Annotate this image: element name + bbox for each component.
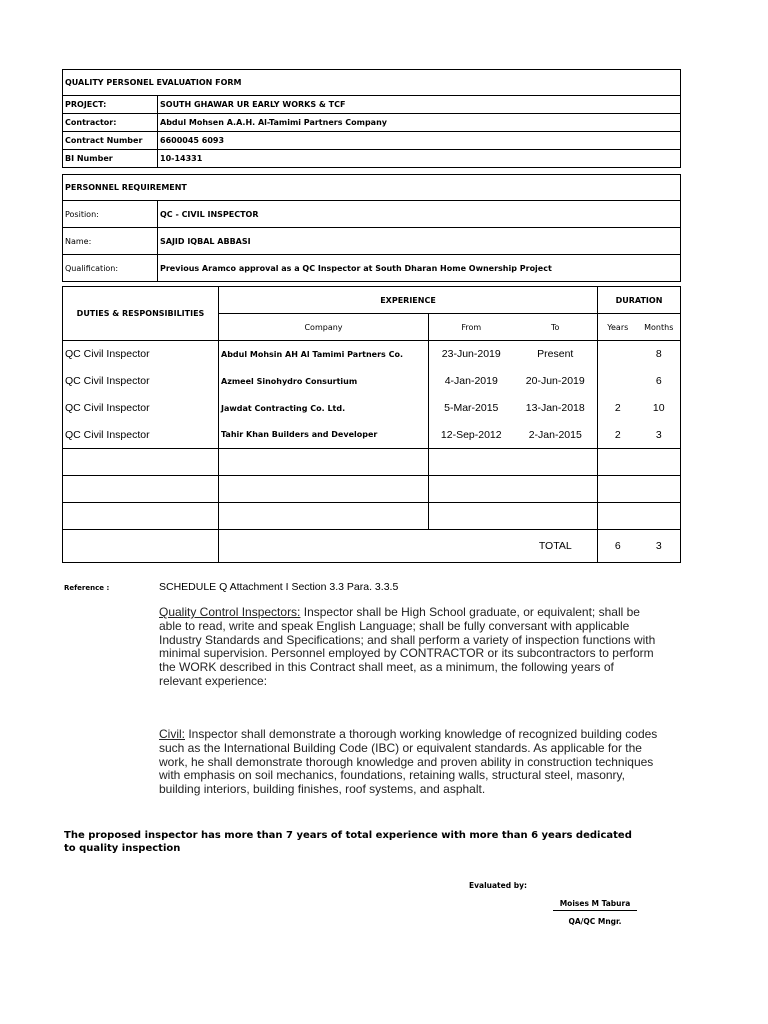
position-value: QC - CIVIL INSPECTOR bbox=[158, 201, 681, 228]
experience-table bbox=[62, 286, 681, 563]
months-cell: 6 bbox=[638, 368, 681, 395]
bi-number-value: 10-14331 bbox=[158, 150, 681, 168]
from-cell: 12-Sep-2012 bbox=[429, 422, 514, 449]
from-cell: 4-Jan-2019 bbox=[429, 368, 514, 395]
years-cell: 2 bbox=[598, 422, 638, 449]
duration-header: DURATION bbox=[598, 287, 681, 314]
col-from: From bbox=[429, 314, 514, 341]
empty-row bbox=[63, 503, 681, 530]
months-cell: 10 bbox=[638, 395, 681, 422]
form-title: QUALITY PERSONEL EVALUATION FORM bbox=[63, 70, 681, 96]
total-months: 3 bbox=[638, 530, 681, 563]
col-to: To bbox=[514, 314, 598, 341]
contractor-label: Contractor: bbox=[63, 114, 158, 132]
duties-header: DUTIES & RESPONSIBILITIES bbox=[63, 287, 219, 341]
experience-header: EXPERIENCE bbox=[219, 287, 598, 314]
months-cell: 8 bbox=[638, 341, 681, 368]
months-cell: 3 bbox=[638, 422, 681, 449]
duty-cell: QC Civil Inspector bbox=[63, 422, 219, 449]
evaluator-name: Moises M Tabura bbox=[553, 899, 637, 911]
project-info-table bbox=[62, 69, 681, 168]
summary-statement: The proposed inspector has more than 7 years of total experience with more than 6 years dedicated to quality inspection bbox=[64, 830, 632, 854]
col-months: Months bbox=[638, 314, 681, 341]
position-label: Position: bbox=[63, 201, 158, 228]
table-row bbox=[63, 422, 681, 449]
table-row bbox=[63, 341, 681, 368]
to-cell: 20-Jun-2019 bbox=[514, 368, 598, 395]
company-cell: Tahir Khan Builders and Developer bbox=[219, 422, 429, 449]
company-cell: Abdul Mohsin AH Al Tamimi Partners Co. bbox=[219, 341, 429, 368]
qc-inspectors-body: Inspector shall be High School graduate, or equivalent; shall be able to read, write and speak English Language; shall be fully conversant with applicable Industry Standards and Specifications; and shall perform a variety of inspection functions with minimal supervision. Personnel employed by CONTRACTOR or its subcontractors to perform the WORK described in this Contract shall meet, as a minimum, the following years of relevant experience: bbox=[159, 605, 656, 688]
contract-number-label: Contract Number bbox=[63, 132, 158, 150]
total-years: 6 bbox=[598, 530, 638, 563]
reference-title: SCHEDULE Q Attachment I Section 3.3 Para. 3.3.5 bbox=[159, 581, 399, 593]
name-value: SAJID IQBAL ABBASI bbox=[158, 228, 681, 255]
evaluated-by-label: Evaluated by: bbox=[469, 881, 527, 890]
col-company: Company bbox=[219, 314, 429, 341]
total-row bbox=[63, 530, 681, 563]
years-cell: 2 bbox=[598, 395, 638, 422]
qc-inspectors-paragraph bbox=[159, 606, 659, 689]
col-years: Years bbox=[598, 314, 638, 341]
personnel-requirement-table bbox=[62, 174, 681, 282]
company-cell: Azmeel Sinohydro Consurtium bbox=[219, 368, 429, 395]
years-cell bbox=[598, 341, 638, 368]
table-row bbox=[63, 395, 681, 422]
reference-label: Reference : bbox=[64, 584, 110, 592]
bi-number-label: BI Number bbox=[63, 150, 158, 168]
civil-paragraph bbox=[159, 728, 659, 797]
company-cell: Jawdat Contracting Co. Ltd. bbox=[219, 395, 429, 422]
contract-number-value: 6600045 6093 bbox=[158, 132, 681, 150]
qualification-value: Previous Aramco approval as a QC Inspector at South Dharan Home Ownership Project bbox=[158, 255, 681, 282]
total-label: TOTAL bbox=[514, 530, 598, 563]
empty-row bbox=[63, 449, 681, 476]
evaluator-role: QA/QC Mngr. bbox=[568, 917, 622, 926]
civil-heading: Civil: bbox=[159, 727, 185, 741]
from-cell: 23-Jun-2019 bbox=[429, 341, 514, 368]
name-label: Name: bbox=[63, 228, 158, 255]
to-cell: 13-Jan-2018 bbox=[514, 395, 598, 422]
empty-row bbox=[63, 476, 681, 503]
civil-body: Inspector shall demonstrate a thorough working knowledge of recognized building codes such as the International Building Code (IBC) or equivalent standards. As applicable for the work, he shall demonstrate thorough knowledge and proven ability in construction techniques with emphasis on soil mechanics, foundations, retaining walls, structural steel, masonry, building interiors, building finishes, roof systems, and asphalt. bbox=[159, 727, 658, 797]
to-cell: Present bbox=[514, 341, 598, 368]
project-value: SOUTH GHAWAR UR EARLY WORKS & TCF bbox=[158, 96, 681, 114]
duty-cell: QC Civil Inspector bbox=[63, 395, 219, 422]
qc-inspectors-heading: Quality Control Inspectors: bbox=[159, 605, 301, 619]
duty-cell: QC Civil Inspector bbox=[63, 368, 219, 395]
from-cell: 5-Mar-2015 bbox=[429, 395, 514, 422]
contractor-value: Abdul Mohsen A.A.H. Al-Tamimi Partners Company bbox=[158, 114, 681, 132]
table-row bbox=[63, 368, 681, 395]
personnel-title: PERSONNEL REQUIREMENT bbox=[63, 175, 681, 201]
duty-cell: QC Civil Inspector bbox=[63, 341, 219, 368]
qualification-label: Qualification: bbox=[63, 255, 158, 282]
years-cell bbox=[598, 368, 638, 395]
project-label: PROJECT: bbox=[63, 96, 158, 114]
to-cell: 2-Jan-2015 bbox=[514, 422, 598, 449]
